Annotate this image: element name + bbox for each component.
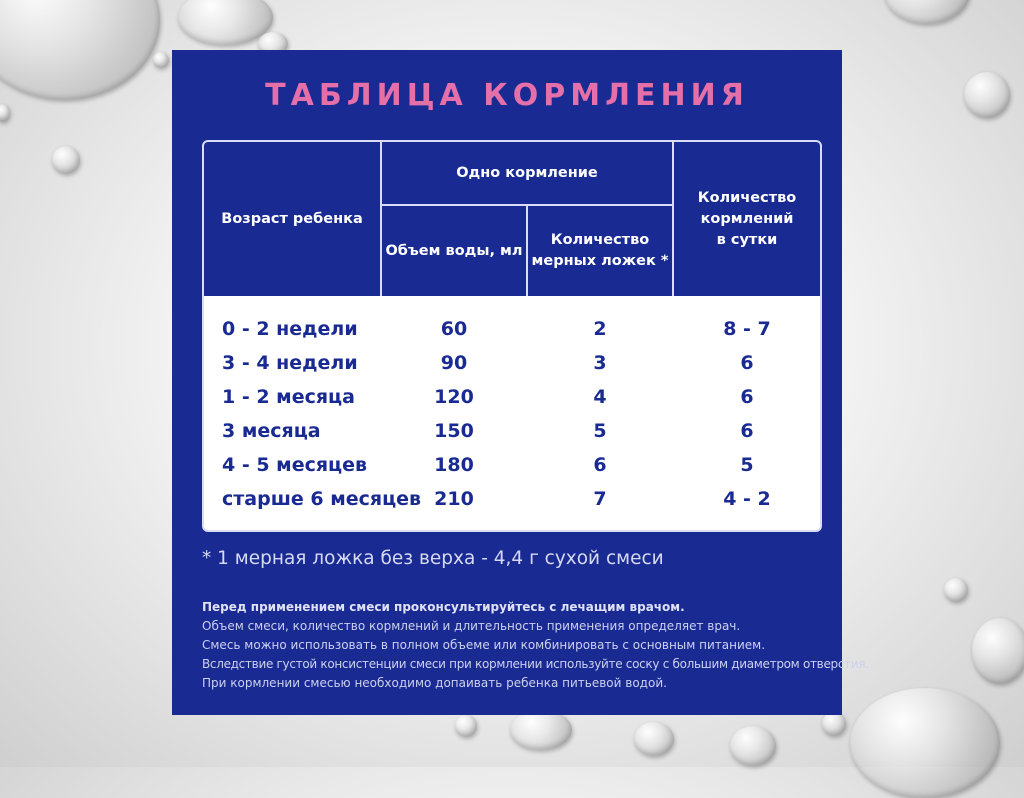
water-drop-decoration [0,0,160,100]
feeding-table-panel [172,50,869,715]
water-drop-decoration [0,104,10,122]
cell-spoons: 6 [593,454,607,476]
page-title: ТАБЛИЦА КОРМЛЕНИЯ [265,78,749,113]
water-drop-decoration [730,726,776,766]
cell-water: 180 [434,454,474,476]
water-drop-decoration [850,688,1000,798]
cell-age: 1 - 2 месяца [222,386,355,408]
table-row [204,482,820,516]
table-header [204,142,820,296]
info-line: Вследствие густой консистенции смеси при кормлении используйте соску с большим диаметром отверстия. [202,657,869,671]
cell-water: 60 [440,318,468,340]
water-drop-decoration [52,146,80,174]
table-row [204,346,820,380]
table-row [204,380,820,414]
header-water-volume: Объем воды, мл [385,242,523,259]
cell-per-day: 6 [740,352,754,374]
water-drop-decoration [510,710,572,750]
cell-water: 210 [434,488,474,510]
cell-per-day: 8 - 7 [723,318,771,340]
water-drop-decoration [634,722,674,756]
cell-per-day: 6 [740,420,754,442]
header-one-feeding: Одно кормление [456,164,598,181]
cell-age: старше 6 месяцев [222,488,422,510]
cell-per-day: 6 [740,386,754,408]
water-drop-decoration [822,712,846,736]
cell-spoons: 2 [593,318,607,340]
info-line: Объем смеси, количество кормлений и длительность применения определяет врач. [202,619,741,633]
water-drop-decoration [153,52,169,68]
cell-age: 4 - 5 месяцев [222,454,368,476]
water-drop-decoration [972,618,1024,684]
cell-water: 120 [434,386,474,408]
feeding-table [202,140,822,532]
info-line: Перед применением смеси проконсультируйтесь с лечащим врачом. [202,600,685,614]
cell-spoons: 5 [593,420,607,442]
info-line: При кормлении смесью необходимо допаивать ребенка питьевой водой. [202,676,667,690]
water-drop-decoration [944,578,968,602]
cell-age: 3 месяца [222,420,321,442]
cell-spoons: 7 [593,488,607,510]
table-row [204,414,820,448]
cell-per-day: 4 - 2 [723,488,771,510]
cell-spoons: 4 [593,386,607,408]
header-age: Возраст ребенка [221,210,363,227]
table-row [204,448,820,482]
header-feedings-per-day: Количество кормлений в сутки [697,189,797,248]
water-drop-decoration [964,72,1010,118]
water-drop-decoration [884,0,970,24]
cell-age: 3 - 4 недели [222,352,358,374]
table-row [204,312,820,346]
cell-spoons: 3 [593,352,607,374]
cell-per-day: 5 [740,454,754,476]
cell-water: 90 [440,352,468,374]
water-drop-decoration [455,715,477,737]
info-line: Смесь можно использовать в полном объеме или комбинировать с основным питанием. [202,638,766,652]
cell-water: 150 [434,420,474,442]
info-block [202,598,869,693]
cell-age: 0 - 2 недели [222,318,358,340]
footnote: * 1 мерная ложка без верха - 4,4 г сухой смеси [202,548,664,569]
header-spoons: Количество мерных ложек * [531,232,669,269]
